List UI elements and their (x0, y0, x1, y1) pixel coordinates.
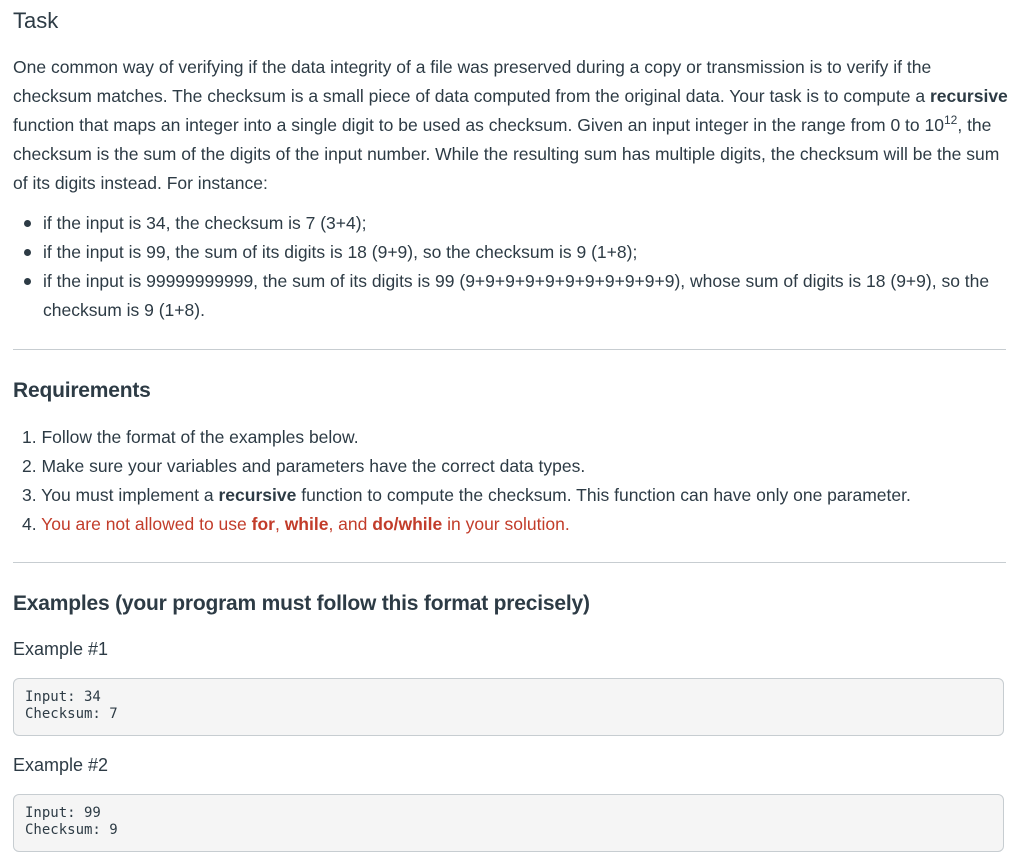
requirement-item (22, 510, 1012, 539)
warning-separator: , (274, 514, 285, 534)
requirement-text: function to compute the checksum. This function can have only one parameter. (296, 485, 911, 505)
requirement-item: 1. Follow the format of the examples below. (22, 427, 359, 447)
examples-bullet-list (13, 209, 1024, 325)
example-2-code: Input: 99 Checksum: 9 (13, 794, 1004, 852)
warning-text: in your solution. (442, 514, 570, 534)
task-description (13, 53, 1013, 198)
requirement-item: 2. Make sure your variables and parameters have the correct data types. (22, 456, 586, 476)
requirement-text: 3. You must implement a (22, 485, 219, 505)
requirements-list (22, 423, 1012, 539)
task-exponent: 12 (943, 113, 958, 127)
requirement-number: 4. (22, 514, 42, 534)
requirement-bold: recursive (218, 485, 297, 505)
keyword-do-while: do/while (372, 514, 443, 534)
keyword-while: while (284, 514, 329, 534)
warning-text: You are not allowed to use (41, 514, 252, 534)
warning-separator: , and (328, 514, 373, 534)
keyword-for: for (251, 514, 275, 534)
task-bold-recursive: recursive (929, 86, 1008, 106)
example-1-label: Example #1 (13, 639, 109, 659)
task-heading: Task (13, 8, 59, 33)
task-text-2: function that maps an integer into a single digit to be used as checksum. Given an input integer in the range from 0 to 10 (13, 115, 944, 135)
section-divider (13, 562, 1006, 563)
bullet-item: if the input is 99999999999, the sum of its digits is 99 (9+9+9+9+9+9+9+9+9+9+9), whose sum of digits is 18 (9+9), so the checksum is 9 (1+8). (43, 267, 1024, 325)
requirements-heading: Requirements (13, 379, 151, 402)
requirement-item (22, 481, 1012, 510)
section-divider (13, 349, 1006, 350)
requirement-warning (41, 514, 570, 534)
bullet-item: if the input is 99, the sum of its digits is 18 (9+9), so the checksum is 9 (1+8); (43, 238, 1024, 267)
task-text-3: , the checksum is the sum of the digits of the input number. While the resulting sum has multiple digits, the checksum will be the sum of its digits instead. For instance: (13, 115, 1000, 193)
examples-heading: Examples (your program must follow this format precisely) (13, 592, 590, 615)
example-1-code: Input: 34 Checksum: 7 (13, 678, 1004, 736)
task-text-1: One common way of verifying if the data integrity of a file was preserved during a copy or transmission is to verify if the checksum matches. The checksum is a small piece of data computed from the original data. Your task is to compute a (13, 57, 932, 106)
bullet-item: if the input is 34, the checksum is 7 (3+4); (43, 209, 1024, 238)
example-2-label: Example #2 (13, 755, 109, 775)
